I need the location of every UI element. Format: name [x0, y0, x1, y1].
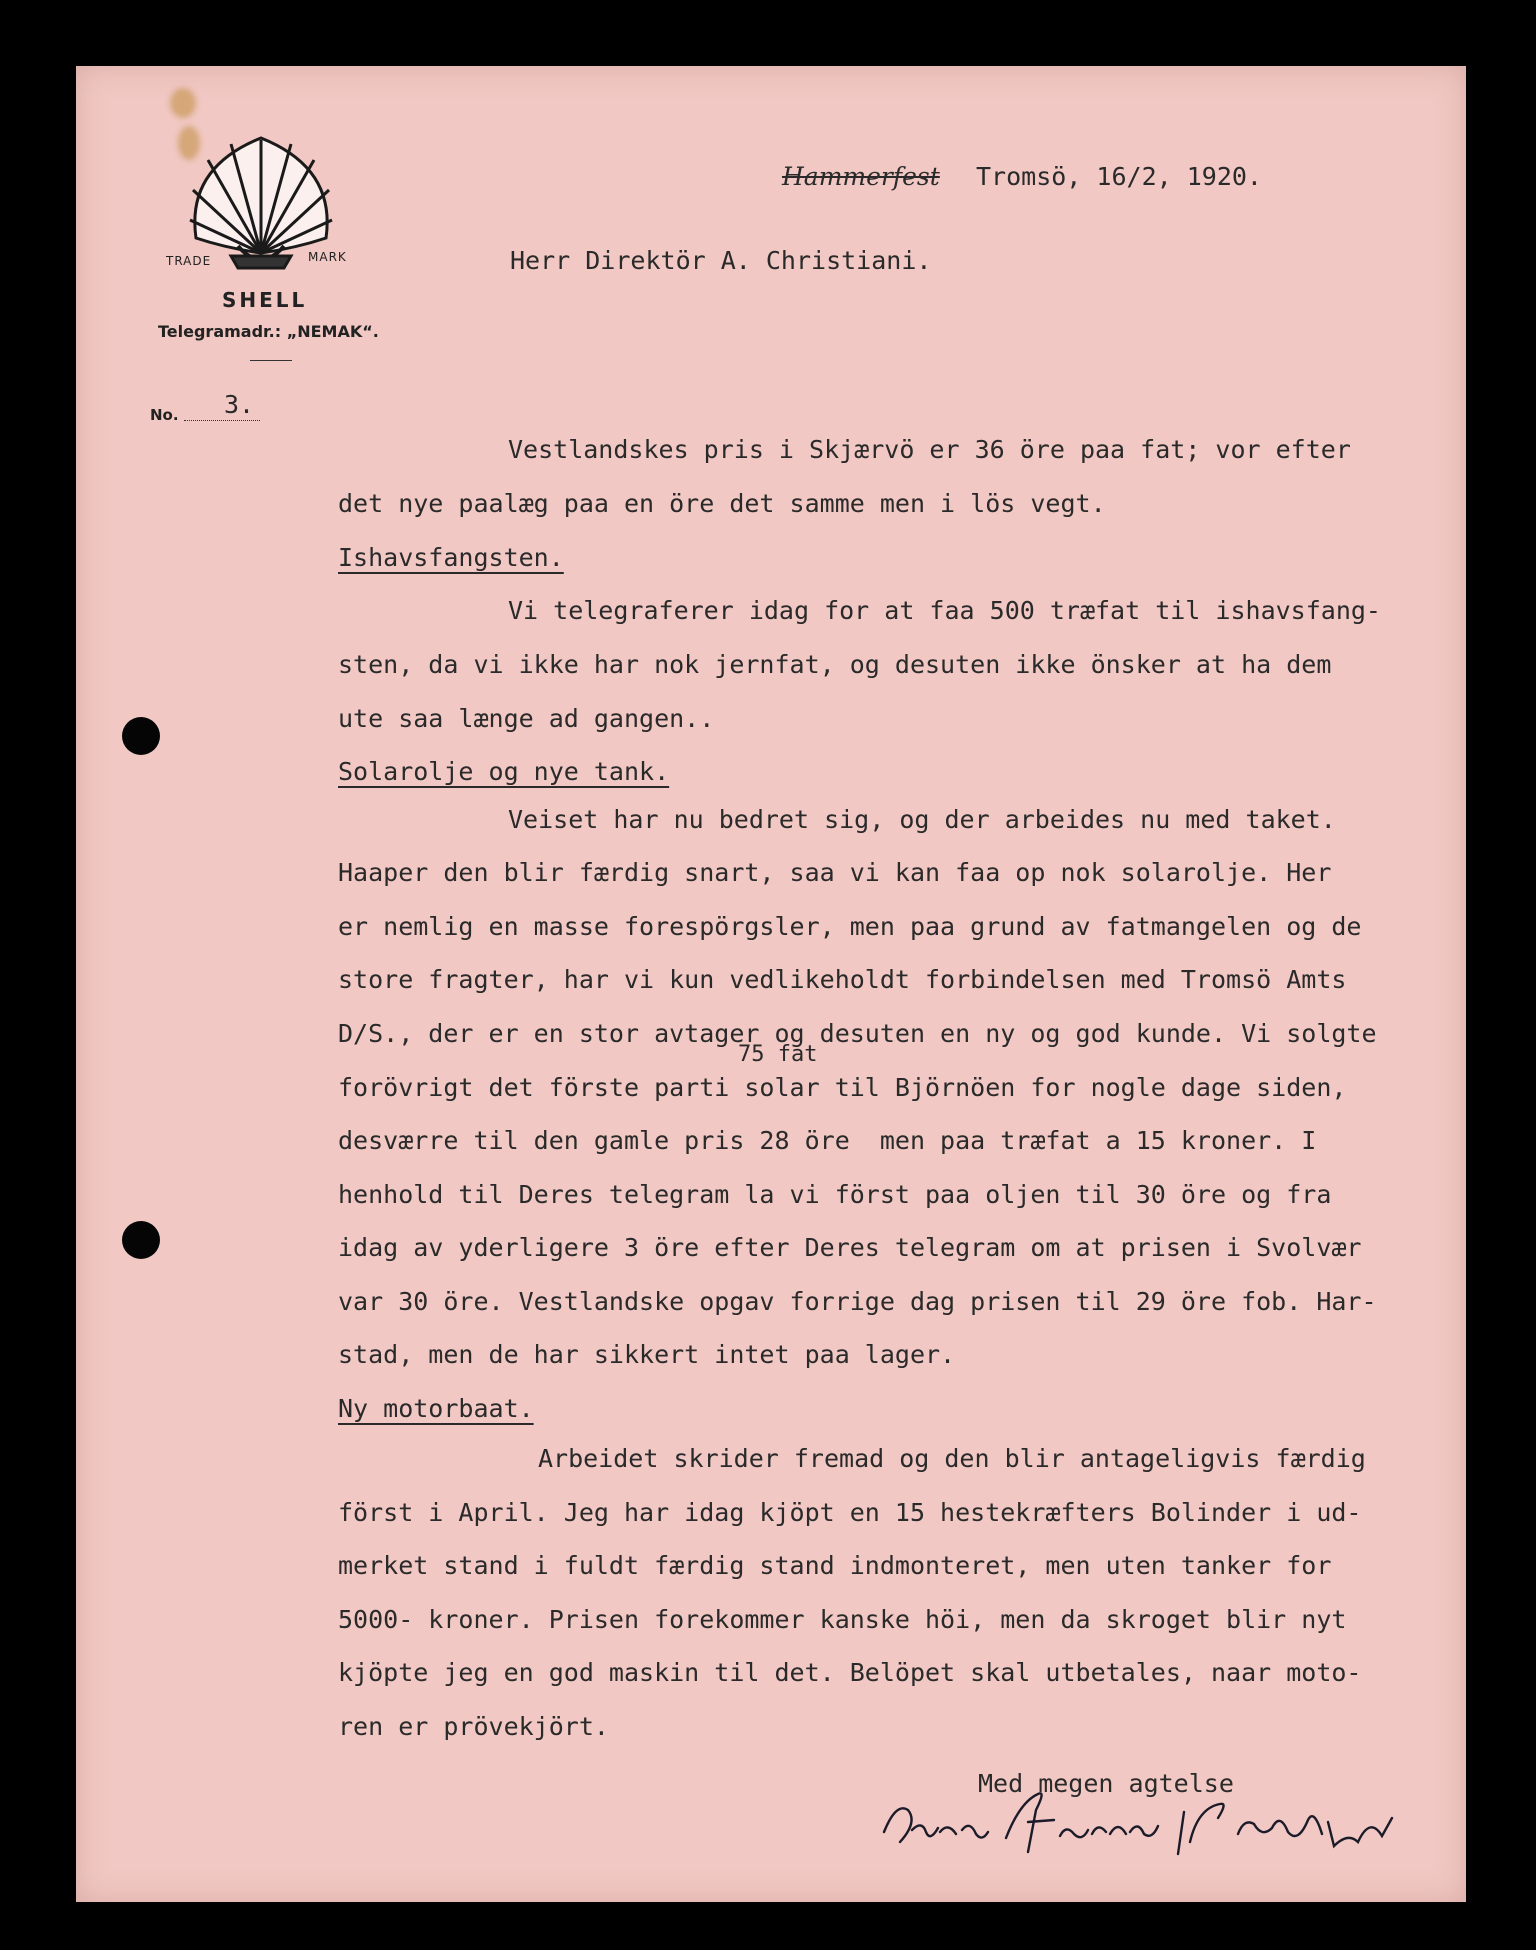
brand-name: SHELL — [222, 288, 308, 312]
body-line: Haaper den blir færdig snart, saa vi kan faa op nok solarolje. Her — [338, 858, 1332, 887]
body-line: det nye paalæg paa en öre det samme men i lös vegt. — [338, 489, 1106, 518]
body-line: desværre til den gamle pris 28 öre men paa træfat a 15 kroner. I — [338, 1126, 1317, 1155]
closing: Med megen agtelse — [978, 1769, 1234, 1798]
body-line: först i April. Jeg har idag kjöpt en 15 hestekræfters Bolinder i ud- — [338, 1498, 1362, 1527]
body-line: Arbeidet skrider fremad og den blir antageligvis færdig — [538, 1444, 1366, 1473]
letter-number-label: No. — [150, 406, 179, 424]
inserted-note: 75 fat — [738, 1042, 818, 1067]
body-line: forövrigt det förste parti solar til Björnöen for nogle dage siden, — [338, 1073, 1347, 1102]
paper-stain — [170, 88, 196, 118]
telegram-address: Telegramadr.: „NEMAK“. — [158, 322, 379, 341]
body-line: Veiset har nu bedret sig, og der arbeides nu med taket. — [508, 805, 1336, 834]
section-heading: Solarolje og nye tank. — [338, 757, 670, 786]
mark-label: MARK — [308, 250, 347, 264]
body-line: er nemlig en masse forespörgsler, men paa grund av fatmangelen og de — [338, 912, 1362, 941]
body-line: sten, da vi ikke har nok jernfat, og desuten ikke önsker at ha dem — [338, 650, 1332, 679]
body-line: D/S., der er en stor avtager og desuten en ny og god kunde. Vi solgte — [338, 1019, 1377, 1048]
punch-hole-top — [122, 717, 160, 755]
body-line: var 30 öre. Vestlandske opgav forrige dag prisen til 29 öre fob. Har- — [338, 1287, 1377, 1316]
place-date: Tromsö, 16/2, 1920. — [976, 162, 1262, 191]
body-line: store fragter, har vi kun vedlikeholdt forbindelsen med Tromsö Amts — [338, 965, 1347, 994]
body-line: idag av yderligere 3 öre efter Deres telegram om at prisen i Svolvær — [338, 1233, 1362, 1262]
section-heading: Ny motorbaat. — [338, 1394, 534, 1423]
body-line: stad, men de har sikkert intet paa lager. — [338, 1340, 956, 1369]
letter-number: 3. — [224, 390, 255, 419]
recipient: Herr Direktör A. Christiani. — [510, 246, 932, 275]
trade-label: TRADE — [166, 254, 212, 268]
letterhead-divider — [250, 360, 292, 361]
place-struck: Hammerfest — [782, 162, 940, 191]
section-heading: Ishavsfangsten. — [338, 543, 564, 572]
punch-hole-bottom — [122, 1221, 160, 1259]
body-line: henhold til Deres telegram la vi först paa oljen til 30 öre og fra — [338, 1180, 1332, 1209]
body-line: kjöpte jeg en god maskin til det. Belöpet skal utbetales, naar moto- — [338, 1658, 1362, 1687]
handwritten-signature — [878, 1769, 1398, 1862]
body-line: Vestlandskes pris i Skjærvö er 36 öre paa fat; vor efter — [508, 435, 1351, 464]
letter-number-line — [184, 420, 260, 421]
body-line: ute saa længe ad gangen.. — [338, 704, 715, 733]
body-line: merket stand i fuldt færdig stand indmonteret, men uten tanker for — [338, 1551, 1332, 1580]
body-line: ren er prövekjört. — [338, 1712, 609, 1741]
body-line: Vi telegraferer idag for at faa 500 træfat til ishavsfang- — [508, 596, 1381, 625]
body-line: 5000- kroner. Prisen forekommer kanske höi, men da skroget blir nyt — [338, 1605, 1347, 1634]
